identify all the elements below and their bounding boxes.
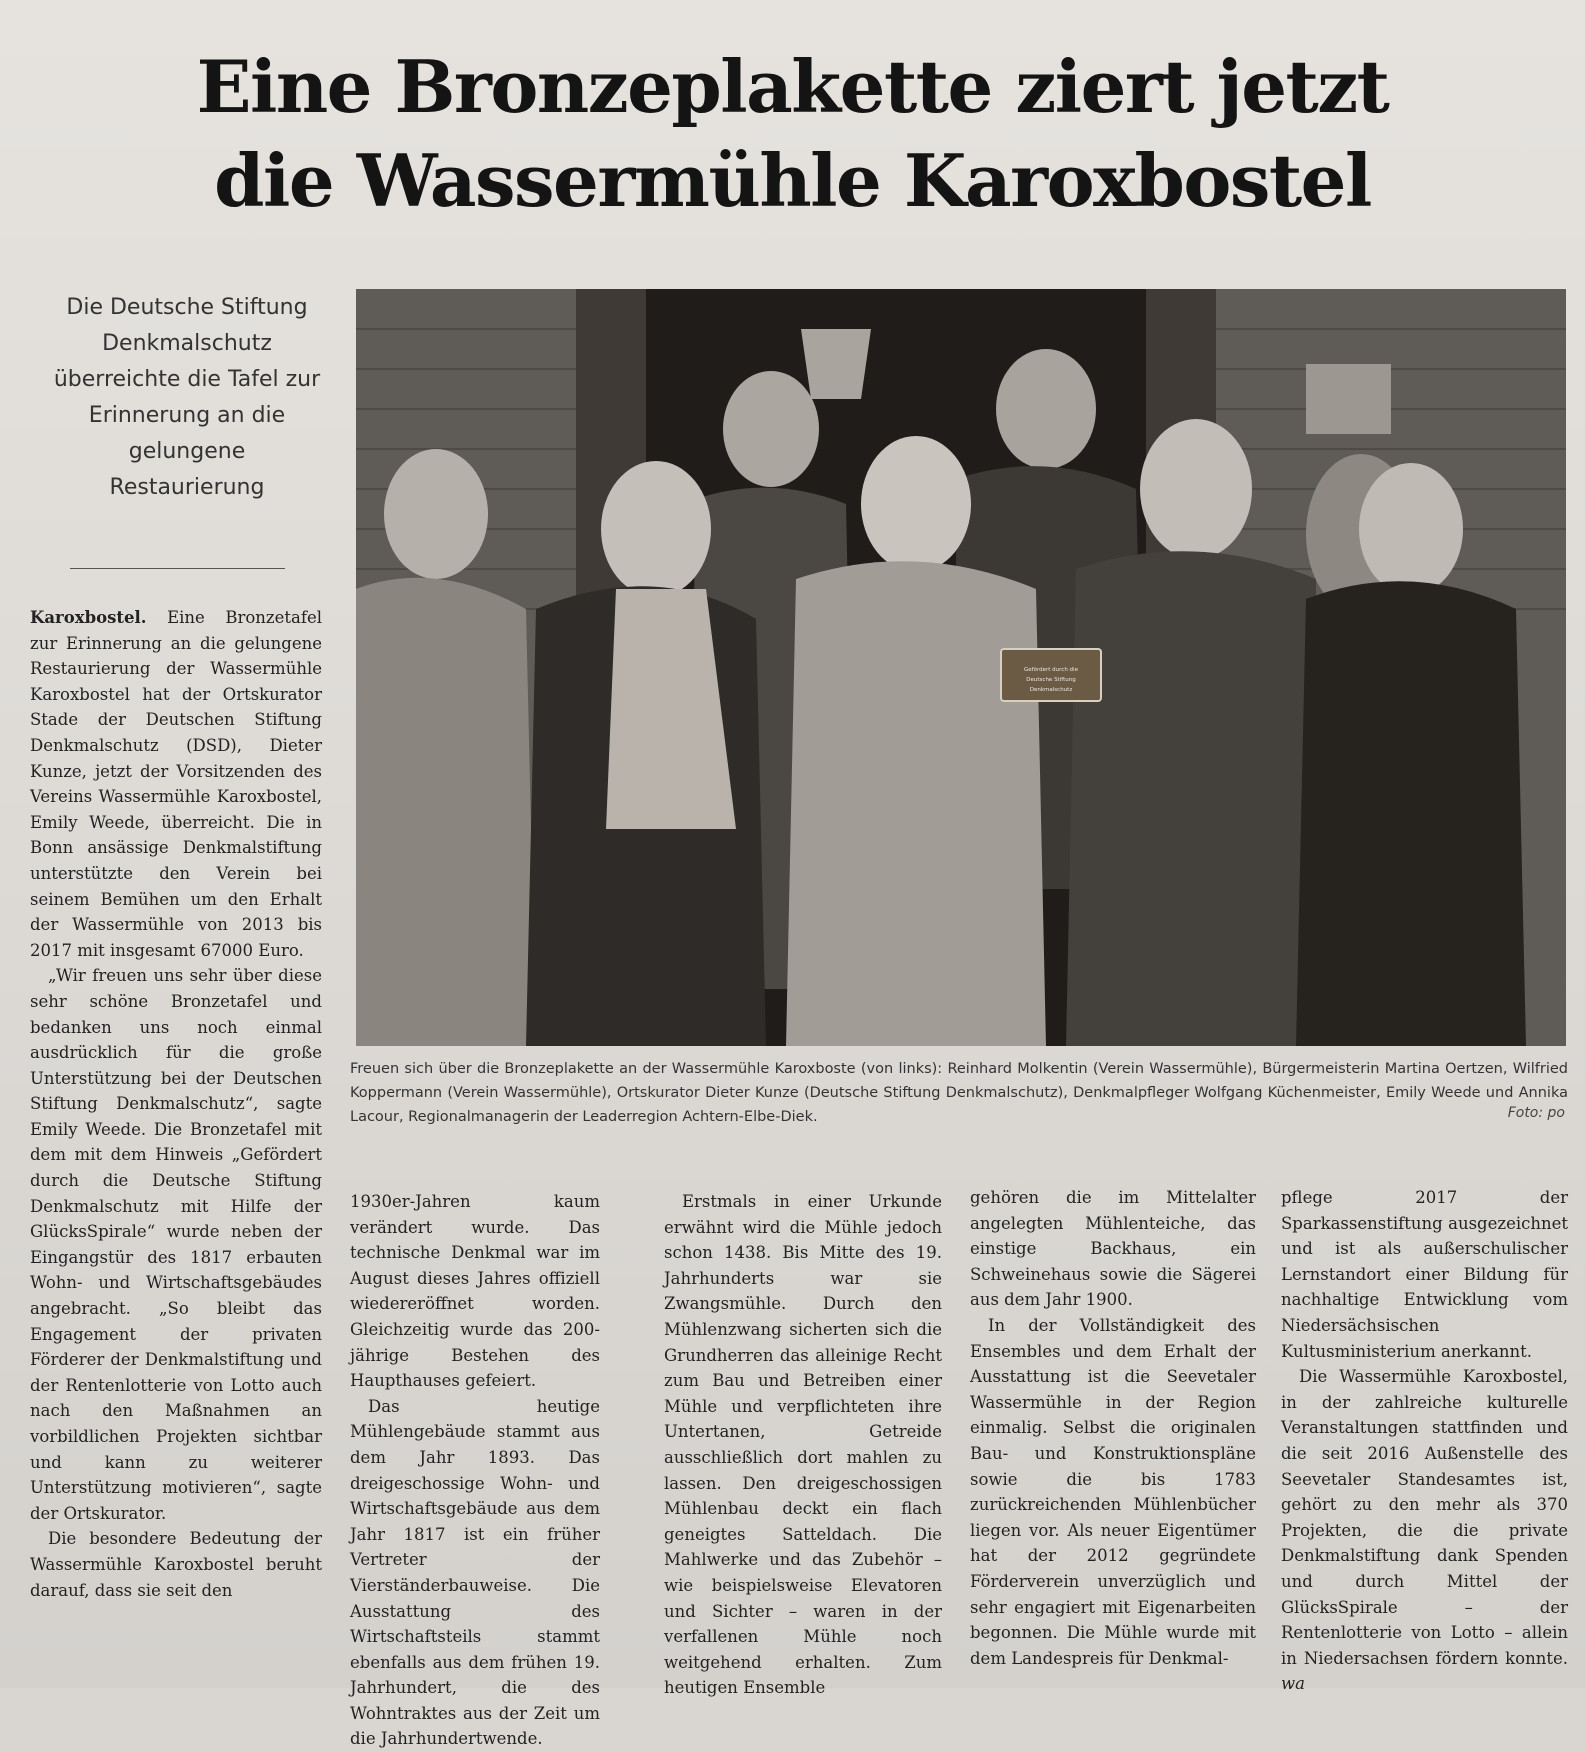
article-paragraph [30,605,322,963]
headline [120,40,1465,228]
group-photo-illustration [356,289,1566,1046]
article-paragraph: Das heutige Mühlengebäude stammt aus dem Jahr 1893. Das dreigeschossige Wohn- und Wirtschaftsgebäude aus dem Jahr 1817 ist ein früher Vertreter der Vierständerbauweise. Die Ausstattung des Wirtschaftsteils stammt ebenfalls aus dem frühen 19. Jahrhundert, die des Wohntraktes aus der Zeit um die Jahrhundertwende. [350,1396,600,1749]
author-signature: wa [1281,1674,1305,1694]
photo-caption: Freuen sich über die Bronzeplakette an der Wassermühle Karoxboste (von links): Reinhard Molkentin (Verein Wassermühle), Bürgermeisterin Martina Oertzen, Wilfried Koppermann (Verein Wassermühle), Ortskurator Dieter Kunze (Deutsche Stiftung Denkmalschutz), Denkmalpfleger Wolfgang Küchenmeister, Emily Weede und Annika Lacour, Regionalmanagerin der Leaderregion Achtern-Elbe-Diek. [350,1061,1568,1125]
article-paragraph: In der Vollständigkeit des Ensembles und dem Erhalt der Ausstattung ist die Seevetaler Wassermühle in der Region einmalig. Selbst die originalen Bau- und Konstruktionspläne sowie die bis 1783 zurückreichenden Mühlenbücher liegen vor. Als neuer Eigentümer hat der 2012 gegründete Förderverein unverzüglich und sehr engagiert mit Eigenarbeiten begonnen. Die Mühle wurde mit dem Landespreis für Denkmal- [970,1315,1256,1668]
lantern [801,329,871,399]
article-paragraph: „Wir freuen uns sehr über diese sehr schöne Bronzetafel und bedanken uns noch einmal ausdrücklich für die große Unterstützung bei der Deutschen Stiftung Denkmalschutz“, sagte Emily Weede. Die Bronzetafel mit dem mit dem Hinweis „Gefördert durch die Deutsche Stiftung Denkmalschutz mit Hilfe der GlücksSpirale“ wurde neben der Eingangstür des 1817 erbauten Wohn- und Wirtschaftsgebäudes angebracht. „So bleibt das Engagement der privaten Förderer der Denkmalstiftung und der Rentenlotterie von Lotto auch nach den Maßnahmen an vorbildlichen Projekten sichtbar und kann zu weiterer Unterstützung motivieren“, sagte der Ortskurator. [30,966,322,1523]
dateline: Karoxbostel. [30,608,147,627]
article-column-5 [1281,1185,1568,1697]
plaque-text-3: Denkmalschutz [1029,687,1073,693]
plaque-text-1: Gefördert durch die [1024,667,1078,673]
article-column-1 [30,605,322,1603]
subhead-divider [70,568,285,569]
group-photo [356,289,1566,1046]
plaque-text-2: Deutsche Stiftung [1026,677,1076,683]
article-paragraph: gehören die im Mittelalter angelegten Mühlenteiche, das einstige Backhaus, ein Schweinehaus sowie die Sägerei aus dem Jahr 1900. [970,1188,1256,1310]
bronze-plaque [1001,649,1101,701]
subheadline: Die Deutsche Stiftung Denkmalschutz überreichte die Tafel zur Erinnerung an die gelungene Restaurierung [53,295,321,500]
article-column-2 [350,1189,600,1752]
article-column-3 [664,1189,942,1701]
headline-line-2: die Wassermühle Karoxbostel [214,138,1371,223]
article-paragraph: pflege 2017 der Sparkassenstiftung ausgezeichnet und ist als außerschulischer Lernstandort einer Bildung für nachhaltige Entwicklung vom Niedersächsischen Kultusministerium anerkannt. [1281,1188,1568,1361]
wall-sign [1306,364,1391,434]
article-paragraph: Die besondere Bedeutung der Wassermühle Karoxbostel beruht darauf, dass sie seit den [30,1529,322,1600]
article-text: Die Wassermühle Karoxbostel, in der zahlreiche kulturelle Veranstaltungen stattfinden und die seit 2016 Außenstelle des Seevetaler Standesamtes ist, gehört zu den mehr als 370 Projekten, die die private Denkmalstiftung dank Spenden und durch Mittel der GlücksSpirale – der Rentenlotterie von Lotto – allein in Niedersachsen fördern konnte. [1281,1367,1568,1668]
article-text: Eine Bronzetafel zur Erinnerung an die gelungene Restaurierung der Wassermühle Karoxbostel hat der Ortskurator Stade der Deutschen Stiftung Denkmalschutz (DSD), Dieter Kunze, jetzt der Vorsitzenden des Vereins Wassermühle Karoxbostel, Emily Weede, überreicht. Die in Bonn ansässige Denkmalstiftung unterstützte den Verein bei seinem Bemühen um den Erhalt der Wassermühle von 2013 bis 2017 mit insgesamt 67000 Euro. [30,608,323,960]
article-paragraph: 1930er-Jahren kaum verändert wurde. Das technische Denkmal war im August dieses Jahres offiziell wiedereröffnet worden. Gleichzeitig wurde das 200-jährige Bestehen des Haupthauses gefeiert. [350,1192,600,1391]
headline-line-1: Eine Bronzeplakette ziert jetzt [196,44,1389,129]
photo-credit: Foto: po [1507,1105,1565,1121]
article-column-4 [970,1185,1256,1671]
article-paragraph [1281,1364,1568,1697]
article-paragraph: Erstmals in einer Urkunde erwähnt wird die Mühle jedoch schon 1438. Bis Mitte des 19. Jahrhunderts war sie Zwangsmühle. Durch den Mühlenzwang sicherten sich die Grundherren das alleinige Recht zum Bau und Betreiben einer Mühle und verpflichteten ihre Untertanen, Getreide ausschließlich dort mahlen zu lassen. Den dreigeschossigen Mühlenbau deckt ein flach geneigtes Satteldach. Die Mahlwerke und das Zubehör – wie beispielsweise Elevatoren und Sichter – waren in der verfallenen Mühle noch weitgehend erhalten. Zum heutigen Ensemble [664,1192,942,1698]
